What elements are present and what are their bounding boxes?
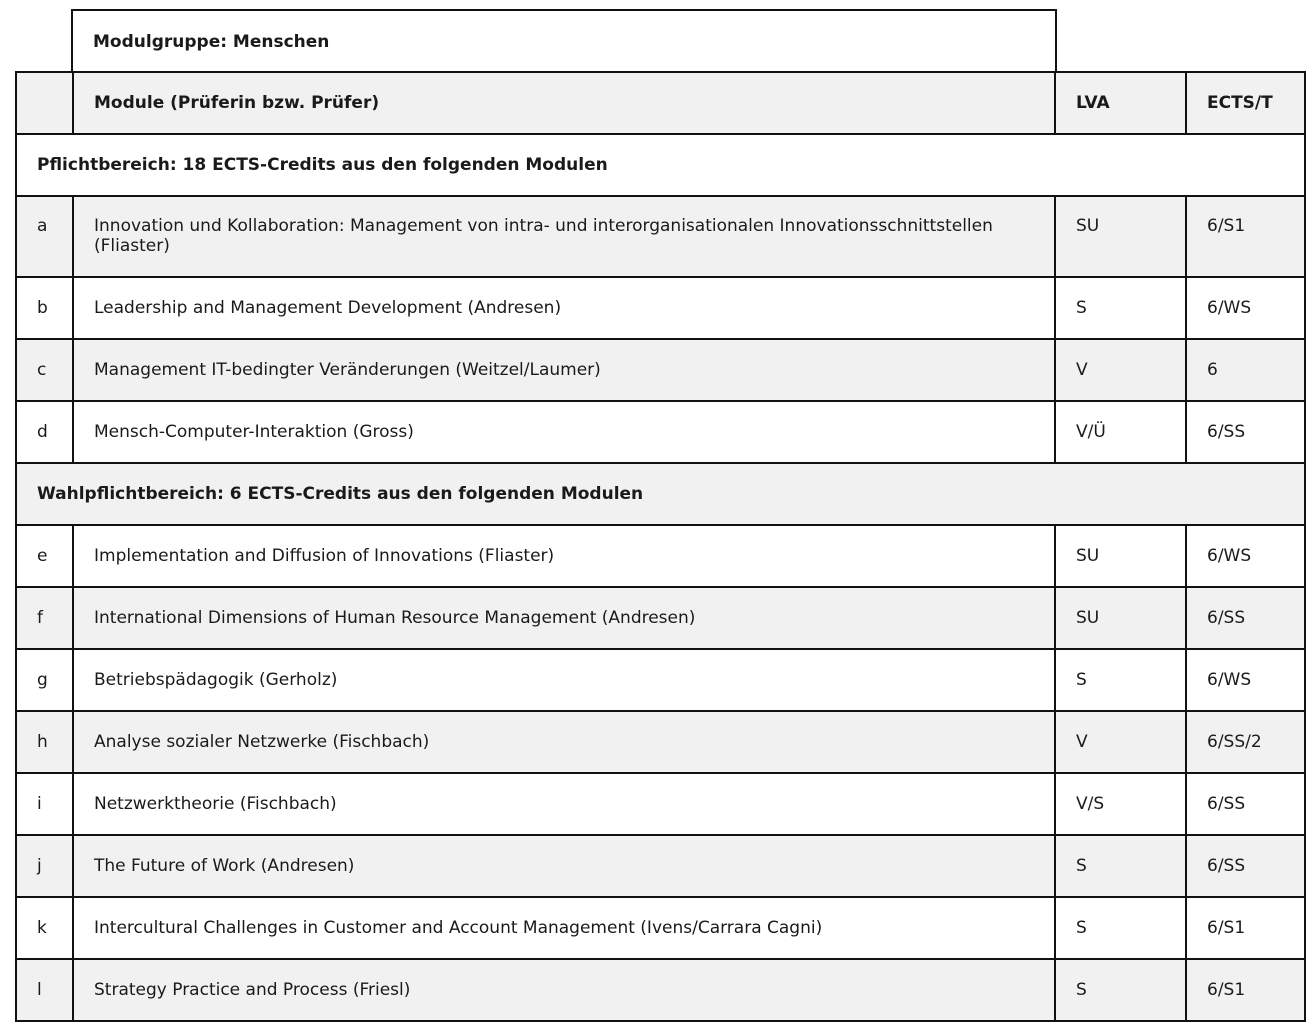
header-letter-cell [16, 72, 73, 134]
table-row [16, 835, 1305, 897]
row-ects: 6/WS [1186, 649, 1305, 711]
row-letter: d [16, 401, 73, 463]
modules-table [15, 71, 1306, 1022]
table-row [16, 649, 1305, 711]
module-group-header [71, 9, 1057, 72]
table-header-row [16, 72, 1305, 134]
section-row-pflichtbereich [16, 134, 1305, 196]
row-module: Strategy Practice and Process (Friesl) [73, 959, 1055, 1021]
row-module: Implementation and Diffusion of Innovations (Fliaster) [73, 525, 1055, 587]
row-lva: V [1055, 711, 1186, 773]
table-row [16, 897, 1305, 959]
row-lva: SU [1055, 196, 1186, 277]
row-ects: 6/SS/2 [1186, 711, 1305, 773]
row-letter: j [16, 835, 73, 897]
row-lva: S [1055, 897, 1186, 959]
row-module: The Future of Work (Andresen) [73, 835, 1055, 897]
row-lva: S [1055, 959, 1186, 1021]
row-lva: S [1055, 649, 1186, 711]
row-ects: 6/S1 [1186, 897, 1305, 959]
module-group-title: Modulgruppe: Menschen [93, 32, 330, 52]
row-ects: 6/WS [1186, 525, 1305, 587]
row-module: Analyse sozialer Netzwerke (Fischbach) [73, 711, 1055, 773]
row-ects: 6/SS [1186, 835, 1305, 897]
row-letter: e [16, 525, 73, 587]
row-lva: V/Ü [1055, 401, 1186, 463]
row-module: Management IT-bedingter Veränderungen (Weitzel/Laumer) [73, 339, 1055, 401]
row-lva: S [1055, 277, 1186, 339]
row-letter: l [16, 959, 73, 1021]
row-letter: c [16, 339, 73, 401]
row-module: Intercultural Challenges in Customer and Account Management (Ivens/Carrara Cagni) [73, 897, 1055, 959]
table-row [16, 587, 1305, 649]
table-row [16, 711, 1305, 773]
row-lva: SU [1055, 525, 1186, 587]
table-row [16, 401, 1305, 463]
row-module: Betriebspädagogik (Gerholz) [73, 649, 1055, 711]
row-ects: 6/WS [1186, 277, 1305, 339]
row-letter: i [16, 773, 73, 835]
section-title: Wahlpflichtbereich: 6 ECTS-Credits aus den folgenden Modulen [16, 463, 1305, 525]
row-letter: f [16, 587, 73, 649]
row-module: Innovation und Kollaboration: Management von intra- und interorganisationalen Innovationsschnittstellen (Fliaster) [73, 196, 1055, 277]
table-row [16, 959, 1305, 1021]
header-lva: LVA [1055, 72, 1186, 134]
row-ects: 6/SS [1186, 587, 1305, 649]
table-row [16, 525, 1305, 587]
row-lva: SU [1055, 587, 1186, 649]
section-row-wahlpflichtbereich [16, 463, 1305, 525]
row-ects: 6/S1 [1186, 959, 1305, 1021]
row-lva: V [1055, 339, 1186, 401]
section-title: Pflichtbereich: 18 ECTS-Credits aus den folgenden Modulen [16, 134, 1305, 196]
row-module: International Dimensions of Human Resource Management (Andresen) [73, 587, 1055, 649]
header-module: Module (Prüferin bzw. Prüfer) [73, 72, 1055, 134]
row-letter: h [16, 711, 73, 773]
row-ects: 6/SS [1186, 773, 1305, 835]
row-module: Leadership and Management Development (Andresen) [73, 277, 1055, 339]
row-letter: g [16, 649, 73, 711]
row-module: Netzwerktheorie (Fischbach) [73, 773, 1055, 835]
table-row [16, 196, 1305, 277]
row-letter: a [16, 196, 73, 277]
header-ects: ECTS/T [1186, 72, 1305, 134]
row-letter: k [16, 897, 73, 959]
table-row [16, 277, 1305, 339]
table-row [16, 773, 1305, 835]
row-module: Mensch-Computer-Interaktion (Gross) [73, 401, 1055, 463]
table-row [16, 339, 1305, 401]
row-ects: 6/S1 [1186, 196, 1305, 277]
row-ects: 6 [1186, 339, 1305, 401]
row-ects: 6/SS [1186, 401, 1305, 463]
row-lva: S [1055, 835, 1186, 897]
row-letter: b [16, 277, 73, 339]
row-lva: V/S [1055, 773, 1186, 835]
